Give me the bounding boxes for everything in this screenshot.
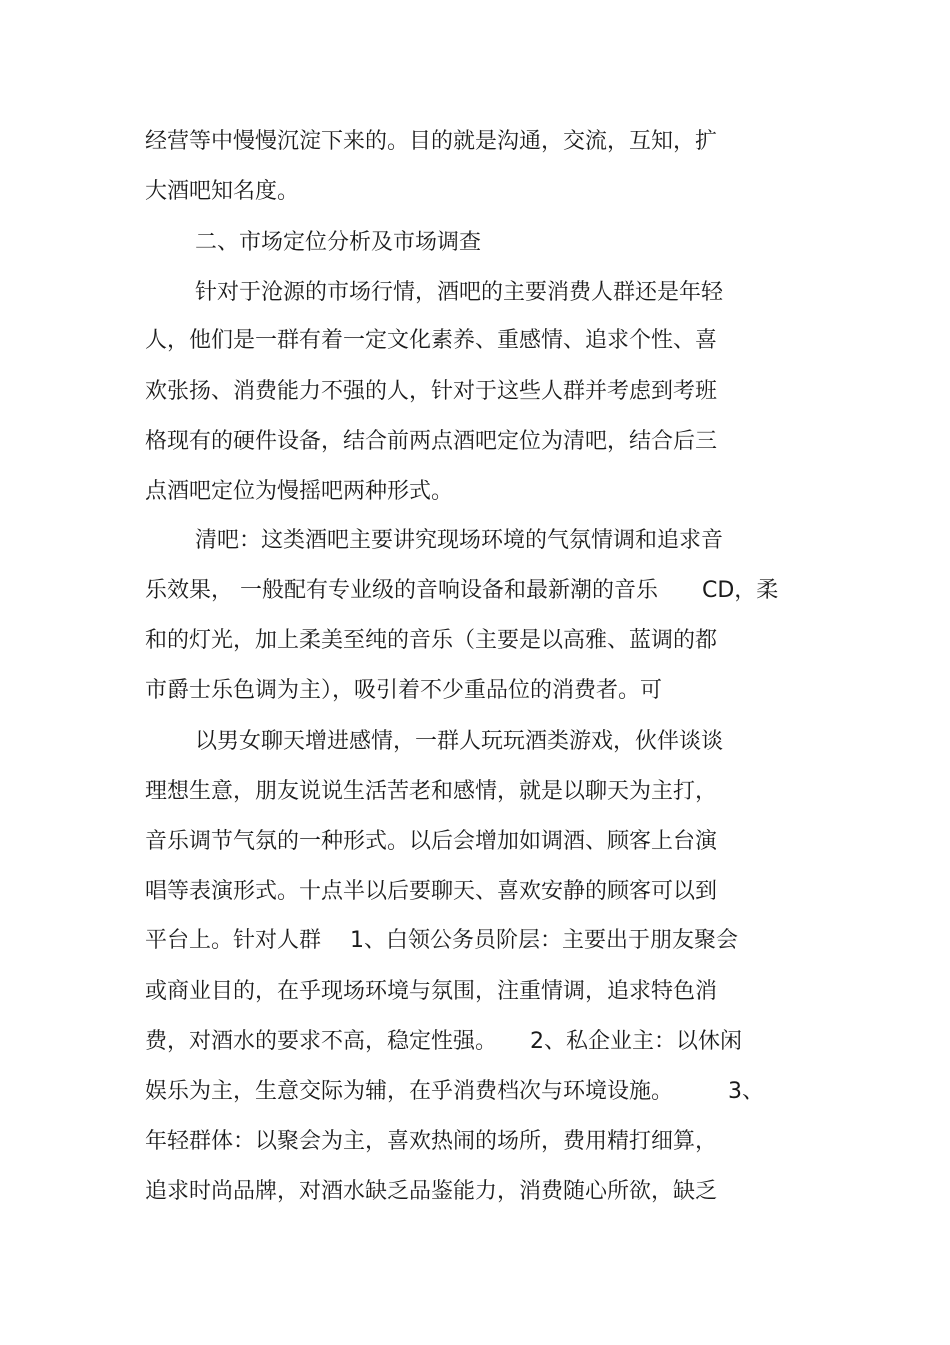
text-line: 欢张扬、消费能力不强的人，针对于这些人群并考虑到考班 <box>145 379 718 404</box>
text-line: 和的灯光，加上柔美至纯的音乐（主要是以高雅、蓝调的都 <box>145 628 718 653</box>
text-line: 乐效果， 一般配有专业级的音响设备和最新潮的音乐 CD，柔 <box>145 578 779 603</box>
text-line: 唱等表演形式。十点半以后要聊天、喜欢安静的顾客可以到 <box>145 879 718 904</box>
text-line: 大酒吧知名度。 <box>145 179 300 204</box>
text-line: 理想生意，朋友说说生活苦老和感情，就是以聊天为主打， <box>145 779 718 804</box>
text-line: 市爵士乐色调为主），吸引着不少重品位的消费者。可 <box>145 678 663 703</box>
text-line: 点酒吧定位为慢摇吧两种形式。 <box>145 479 454 504</box>
text-line: 经营等中慢慢沉淀下来的。目的就是沟通，交流，互知，扩 <box>145 129 718 154</box>
text-line: 年轻群体：以聚会为主，喜欢热闹的场所，费用精打细算， <box>145 1129 718 1154</box>
text-line: 人，他们是一群有着一定文化素养、重感情、追求个性、喜 <box>145 328 718 353</box>
text-line: 费，对酒水的要求不高，稳定性强。 2、私企业主：以休闲 <box>145 1029 742 1054</box>
text-line: 以男女聊天增进感情，一群人玩玩酒类游戏，伙伴谈谈 <box>195 729 724 754</box>
text-line: 追求时尚品牌，对酒水缺乏品鉴能力，消费随心所欲，缺乏 <box>145 1179 718 1204</box>
text-line: 平台上。针对人群 1、白领公务员阶层：主要出于朋友聚会 <box>145 928 738 953</box>
text-line: 针对于沧源的市场行情，酒吧的主要消费人群还是年轻 <box>195 280 724 305</box>
section-heading: 二、市场定位分析及市场调查 <box>195 230 482 255</box>
text-line: 音乐调节气氛的一种形式。以后会增加如调酒、顾客上台演 <box>145 829 718 854</box>
text-line: 娱乐为主，生意交际为辅，在乎消费档次与环境设施。 3、 <box>145 1079 764 1104</box>
text-line: 或商业目的，在乎现场环境与氛围，注重情调，追求特色消 <box>145 979 718 1004</box>
text-line: 格现有的硬件设备，结合前两点酒吧定位为清吧，结合后三 <box>145 429 718 454</box>
text-line: 清吧：这类酒吧主要讲究现场环境的气氛情调和追求音 <box>195 528 724 553</box>
